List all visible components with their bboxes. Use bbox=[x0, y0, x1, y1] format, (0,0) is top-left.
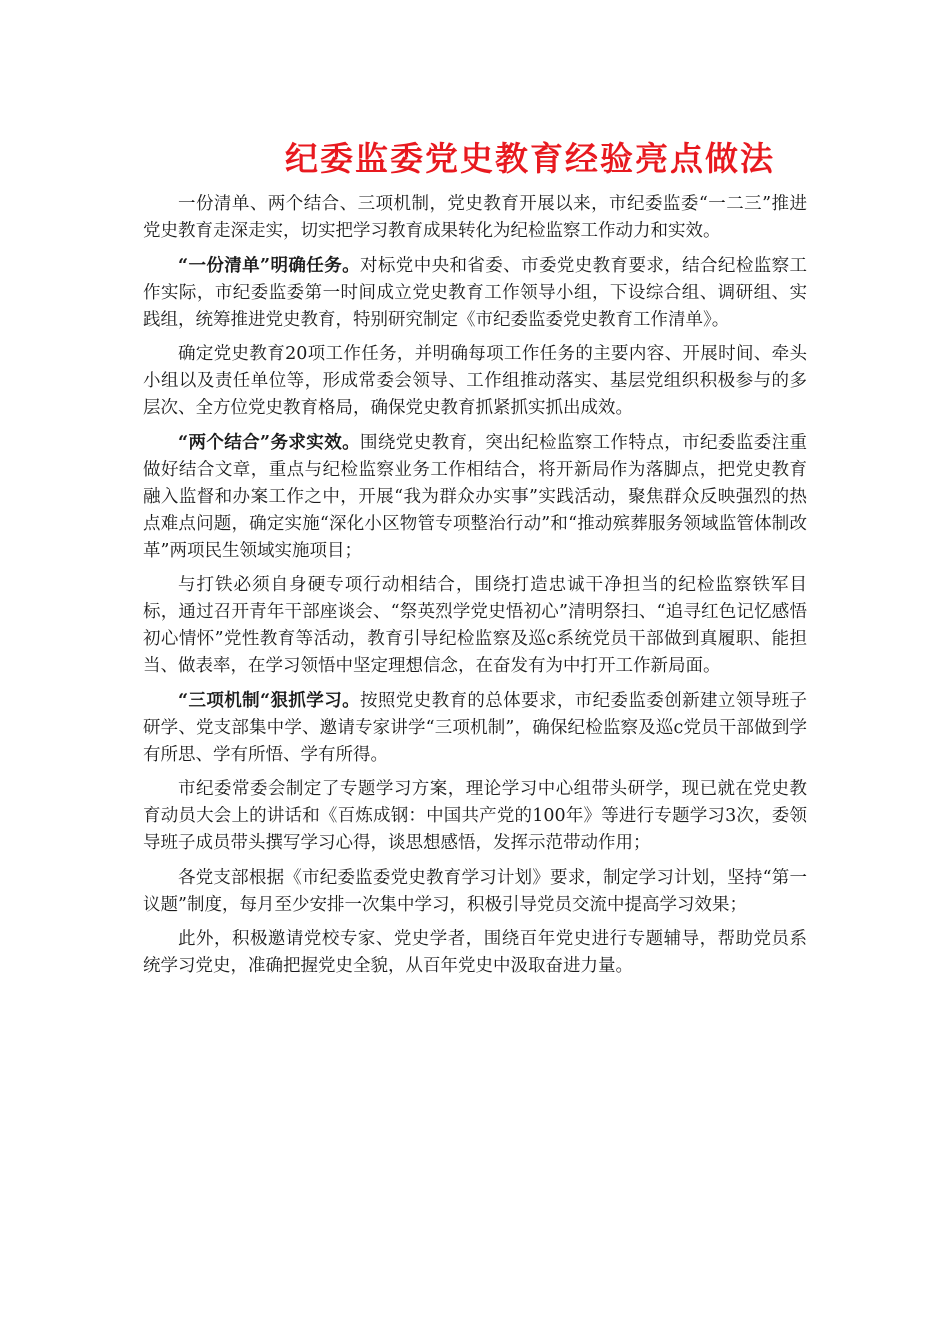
paragraph bbox=[143, 776, 807, 857]
paragraph-lead: “两个结合”务求实效。 bbox=[178, 432, 360, 453]
document-body bbox=[143, 191, 807, 988]
paragraph-text: 对标党中央和省委、市委党史教育要求，结合纪检监察工作实际，市纪委监委第一时间成立党史教育工作领导小组，下设综合组、调研组、实践组，统筹推进党史教育，特别研究制定《市纪委监委党史教育工作清单》。 bbox=[143, 255, 808, 330]
paragraph-text: 市纪委常委会制定了专题学习方案，理论学习中心组带头研学，现已就在党史教育动员大会上的讲话和《百炼成钢：中国共产党的100年》等进行专题学习3次，委领导班子成员带头撰写学习心得，谈思想感悟，发挥示范带动作用； bbox=[143, 779, 807, 853]
paragraph bbox=[143, 430, 807, 565]
paragraph bbox=[143, 572, 807, 680]
paragraph-lead: “一份清单”明确任务。 bbox=[178, 255, 360, 276]
paragraph-text: 此外，积极邀请党校专家、党史学者，围绕百年党史进行专题辅导，帮助党员系统学习党史，准确把握党史全貌，从百年党史中汲取奋进力量。 bbox=[143, 929, 807, 976]
paragraph-lead: “三项机制“狠抓学习。 bbox=[178, 690, 360, 711]
paragraph bbox=[143, 926, 807, 980]
paragraph bbox=[143, 865, 807, 919]
paragraph-text: 围绕党史教育，突出纪检监察工作特点，市纪委监委注重做好结合文章，重点与纪检监察业务工作相结合，将开新局作为落脚点，把党史教育融入监督和办案工作之中，开展“我为群众办实事”实践活动，聚焦群众反映强烈的热点难点问题，确定实施“深化小区物管专项整治行动”和“推动殡葬服务领域监管体制改革”两项民生领域实施项目； bbox=[143, 432, 808, 561]
paragraph-text: 确定党史教育20项工作任务，并明确每项工作任务的主要内容、开展时间、牵头小组以及责任单位等，形成常委会领导、工作组推动落实、基层党组织积极参与的多层次、全方位党史教育格局，确保党史教育抓紧抓实抓出成效。 bbox=[143, 344, 807, 418]
paragraph bbox=[143, 341, 807, 422]
document-title: 纪委监委党史教育经验亮点做法 bbox=[285, 139, 775, 178]
paragraph bbox=[143, 688, 807, 769]
paragraph bbox=[143, 191, 807, 245]
paragraph-text: 按照党史教育的总体要求，市纪委监委创新建立领导班子研学、党支部集中学、邀请专家讲学“三项机制”，确保纪检监察及巡c党员干部做到学有所思、学有所悟、学有所得。 bbox=[143, 690, 808, 765]
paragraph-text: 各党支部根据《市纪委监委党史教育学习计划》要求，制定学习计划，坚持“第一议题”制度，每月至少安排一次集中学习，积极引导党员交流中提高学习效果； bbox=[143, 867, 807, 915]
paragraph bbox=[143, 253, 807, 334]
paragraph-text: 一份清单、两个结合、三项机制，党史教育开展以来，市纪委监委“一二三”推进党史教育走深走实，切实把学习教育成果转化为纪检监察工作动力和实效。 bbox=[143, 194, 807, 241]
paragraph-text: 与打铁必须自身硬专项行动相结合，围绕打造忠诚干净担当的纪检监察铁军目标，通过召开青年干部座谈会、“祭英烈学党史悟初心”清明祭扫、“追寻红色记忆感悟初心情怀”党性教育等活动，教育引导纪检监察及巡c系统党员干部做到真履职、能担当、做表率，在学习领悟中坚定理想信念，在奋发有为中打开工作新局面。 bbox=[143, 575, 807, 676]
